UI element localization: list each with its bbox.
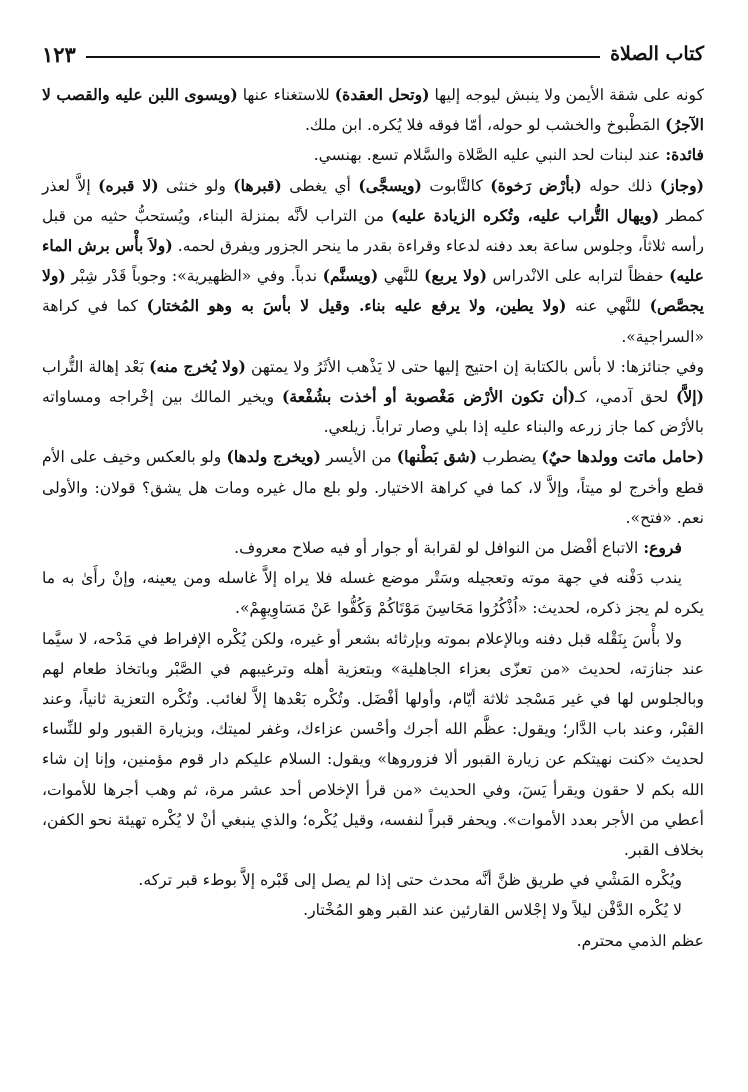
p3-bold-4: (قبرها)	[233, 175, 282, 195]
p4-bold-3: (أن تكون الأرْض مَغْصوبة أو أخذت بشُفْعة)	[281, 387, 576, 407]
p5-text-3: ولو بالعكس وخيف على الأم قطع وأخرج لو ميتاً، وإلاَّ لا، كما في كراهة الاختيار. ولو بلع مال غيره ومات هل يشق؟ قولان: والأولى نعم. «فتح».	[42, 448, 704, 527]
paragraph-2	[42, 140, 704, 170]
paragraph-11	[42, 926, 704, 956]
p1-text-2: للاستغناء عنها	[237, 86, 335, 104]
paragraph-5	[42, 442, 704, 533]
p3-bold-10: (ولا يجصَّص)	[42, 266, 704, 316]
p4-text-1: وفي جنائزها: لا بأس بالكتابة إن احتيج إليها حتى لا يَذْهب الأثَرُ ولا يمتهن	[245, 357, 704, 376]
paragraph-3	[42, 171, 704, 352]
p3-text-3: أي يغطى	[281, 176, 359, 195]
p4-text-3: لحق آدمي، كـ	[575, 388, 676, 407]
p5-bold-3: (ويخرج ولدها)	[226, 447, 321, 467]
paragraph-9	[42, 865, 704, 895]
p3-text-6: من التراب لأنَّه بمنزلة البناء، ويُستحبُّ حثيه من قبل رأسه ثلاثاً، وجلوس ساعة بعد دفنه لدعاء وقراءة بقدر ما ينحر الجزور ويفرق لحمه.	[42, 206, 704, 256]
header-rule	[86, 56, 600, 58]
p3-bold-1: (وجاز)	[659, 175, 704, 195]
p3-bold-2: (بأرْض رَخوة)	[490, 175, 582, 195]
p5-bold-2: (شق بَطْنها)	[396, 447, 478, 467]
p7-text-1: يندب دَفْنه في جهة موته وتعجيله وسَتْر موضع غسله فلا يراه إلاَّ غاسله ومن يعينه، وإنْ رأَىٰ به ما يكره لم يجز ذكره، لحديث: «اُذْكُرُوا مَحَاسِنَ مَوْتَاكُمْ وَكُفُّوا عَنْ مَسَاوِيهِمْ».	[42, 569, 704, 618]
p6-text-1: الاتباع أفْضل من النوافل لو لقرابة أو جوار أو فيه صلاح معروف.	[234, 539, 644, 558]
p1-text-1: كونه على شقة الأيمن ولا ينبش ليوجه إليها	[429, 86, 704, 104]
paragraph-7	[42, 563, 704, 623]
p2-bold-1: فائدة:	[665, 145, 704, 165]
p3-text-10: للنَّهي عنه	[566, 297, 650, 316]
p6-bold-1: فروع:	[643, 538, 682, 558]
p8-text-1: ولا بأْسَ بِنَقْله قبل دفنه وبالإعلام بموته وبإرثائه بشعر أو غيره، ولكن يُكْره الإفراط في مَدْحه، لا سيَّما عند جنازته، لحديث «من تعزّى بعزاء الجاهلية» وبتعزية أهله وترغيبهم في الصَّبْر وباتخاذ طعام لهم وبالجلوس لها في غير مَسْجد ثلاثة أيّام، وأولها أفْضَل. وتُكْره بَعْدها إلاَّ لغائب. وتُكْره التعزية ثانياً، وعند القبْر، وعند باب الدَّار؛ ويقول: عظَّم الله أجرك وأحْسن عزاءك، وغفر لميتك، وبزيارة القبور ولو للنِّساء لحديث «كنت نهيتكم عن زيارة القبور ألا فزوروها» ويقول: السلام عليكم دار قوم مؤمنين، وإنا إن شاء الله بكم لا حقون ويقرأ يَسٓ، وفي الحديث «من قرأ الإخلاص أحد عشر مرة، ثم وهب أجرها للأموات، أعطي من الأجر بعدد الأموات». ويحفر قبراً لنفسه، وقيل يُكْره؛ والذي ينبغي أنْ لا يُكْره تهيئة نحو الكفن، بخلاف القبر.	[42, 629, 704, 860]
p3-bold-3: (ويسجَّى)	[358, 175, 422, 195]
p3-bold-11: (ولا يطين، ولا يرفع عليه بناء. وقيل لا بأسَ به وهو المُختار)	[146, 296, 567, 316]
p3-text-11: كما في كراهة «السراجية».	[42, 297, 704, 346]
body-text	[42, 80, 704, 956]
p3-text-1: ذلك حوله	[581, 176, 660, 195]
p10-text-1: لا يُكْره الدَّفْن ليلاً ولا إجْلاس القارئين عند القبر وهو المُخْتار.	[303, 901, 682, 920]
p4-text-4: ويخير المالك بين إخْراجه ومساواته بالأرْض كما جاز زرعه والبناء عليه إذا بلي وصار تراباً. زيلعي.	[42, 388, 704, 437]
p5-text-2: من الأيسر	[320, 448, 397, 467]
p3-text-2: كالتَّابوت	[421, 176, 491, 195]
p5-bold-1: (حامل ماتت وولدها حيٌ)	[541, 447, 705, 467]
p2-text-1: عند لبنات لحد النبي عليه الصَّلاة والسَّلام تسع. بهنسي.	[313, 146, 666, 165]
p1-bold-1: (وتحل العقدة)	[334, 85, 430, 104]
p3-bold-8: (ولا يربع)	[424, 266, 487, 286]
p9-text-1: ويُكْره المَشْي في طريق ظنَّ أنَّه محدث حتى إذا لم يصل إلى قَبْره إلاَّ بوطء قبر تركه.	[138, 871, 682, 890]
p3-bold-7: (ولاَ بأْس برش الماء عليه)	[42, 236, 704, 286]
p11-text-1: عظم الذمي محترم.	[576, 931, 704, 950]
paragraph-1	[42, 80, 704, 140]
page-header	[42, 38, 704, 70]
page-number: ١٢٣	[42, 41, 76, 67]
paragraph-8	[42, 624, 704, 866]
p4-text-2: بَعْد إهالة التُّراب	[42, 357, 150, 376]
p1-bold-2: (ويسوى اللبن عليه والقصب لا الآجرُ)	[42, 85, 704, 135]
p1-text-3: المَطْبوخ والخشب لو حوله، أمّا فوقه فلا يُكره. ابن ملك.	[304, 116, 666, 135]
p5-text-1: يضطرب	[477, 448, 542, 467]
p3-text-5: إلاَّ لعذر كمطر	[42, 176, 704, 225]
paragraph-4	[42, 352, 704, 443]
p3-text-8: للنَّهي	[378, 267, 425, 286]
p3-text-9: ندباً. وفي «الظهيرية»: وجوباً قَدْر شِبْر	[65, 267, 323, 286]
p4-bold-1: (ولا يُخرج منه)	[149, 356, 246, 376]
p3-bold-9: (ويسنَّم)	[322, 266, 379, 286]
p3-bold-5: (لا قبره)	[98, 175, 159, 195]
p3-bold-6: (ويهال التُّراب عليه، وتُكره الزيادة عليه)	[391, 205, 660, 225]
p4-bold-2: (إلاَّ)	[676, 387, 704, 407]
p3-text-7: حفظاً لترابه على الانْدراس	[486, 267, 670, 286]
paragraph-6	[42, 533, 704, 563]
running-head: كتاب الصلاة	[610, 43, 704, 65]
paragraph-10	[42, 895, 704, 925]
p3-text-4: ولو خنثى	[158, 176, 234, 195]
